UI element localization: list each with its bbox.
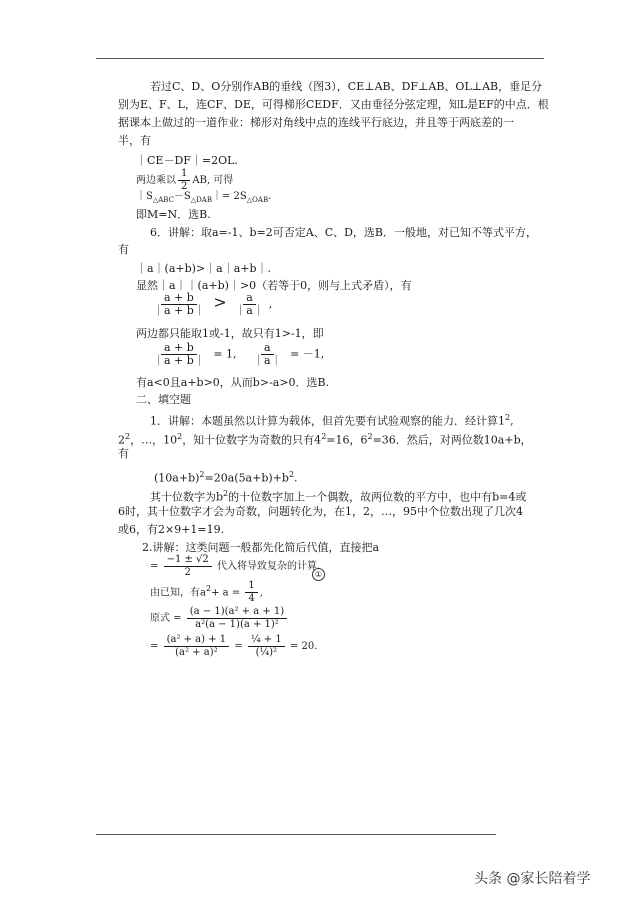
q1-line: 6时，其十位数字才会为奇数，问题转化为，在1，2，…，95中个位数出现了几次4 bbox=[118, 505, 523, 518]
q2-substitution: = $\frac{-1 \pm √2}{2}$ 代入将导致复杂的计算. bbox=[150, 554, 321, 578]
q6-fraction-inequality: $\frac{a + b}{|a + b|}$ > $\frac{a}{|a|}$ , bbox=[148, 292, 272, 317]
bottom-divider bbox=[96, 834, 496, 835]
q6-line: 有 bbox=[118, 243, 129, 256]
q2-result: = $\frac{\text{(a² + a) + 1}}{\text{(a² + a)²}}$ = $\frac{\text{¼ + 1}}{\text{(¼)²}}$ = 20. bbox=[150, 634, 318, 658]
fraction: $\frac{a + b}{|a + b|}$ bbox=[153, 341, 205, 367]
q1-line: 其十位数字为$b^2$的十位数字加上一个偶数，故两位数的平方中，也中有b=4或 bbox=[150, 489, 527, 504]
fraction: $\frac{\text{(a² + a) + 1}}{\text{(a² + a)²}}$ bbox=[164, 634, 230, 659]
paragraph-line: 半，有 bbox=[118, 134, 151, 147]
q6-line: 两边都只能取1或-1，故只有1>-1，即 bbox=[136, 327, 324, 340]
q6-line: 有a<0且a+b>0，从而b>-a>0．选B. bbox=[136, 376, 330, 389]
fraction: $\frac{-1 \pm √2}{2}$ bbox=[164, 554, 212, 579]
q6-fraction-equations: $\frac{a + b}{|a + b|}$ = 1, $\frac{a}{|a|}$ = －1, bbox=[148, 342, 324, 367]
q6-inequality: ｜a｜(a+b)>｜a｜a+b｜. bbox=[136, 262, 272, 275]
fraction: $\frac{\text{(a − 1)(a² + a + 1)}}{\text{a²(a − 1)(a + 1)²}}$ bbox=[187, 606, 287, 631]
q6-inequality: 显然｜a｜｜(a+b)｜>0（若等于0，则与上式矛盾），有 bbox=[136, 279, 412, 292]
top-divider bbox=[96, 58, 544, 59]
paragraph-line: 据课本上做过的一道作业：梯形对角线中点的连线平行底边，并且等于两底差的一 bbox=[118, 116, 514, 129]
q1-equation: $(10a+b)^2=20a(5a+b)+b^2$. bbox=[154, 470, 298, 485]
q2-known: 由已知，有$a^2+ a$ = $\frac{1}{4}$ , bbox=[150, 580, 263, 605]
q1-line: 或6，有2×9+1=19. bbox=[118, 523, 225, 536]
circled-number-label: ① bbox=[312, 568, 325, 581]
equation-area: $|S_{\triangle ABC}-S_{\triangle DAB}|= 2S_{\triangle OAB}$. bbox=[136, 191, 272, 204]
equation-multiply: 两边乘以 $\frac{1}{2}$ AB, 可得 bbox=[136, 168, 234, 192]
q1-line: 1．讲解：本题虽然以计算为载体，但首先要有试验观察的能力．经计算$1^2$, bbox=[150, 413, 514, 428]
fraction: $\frac{a}{|a|}$ bbox=[253, 341, 282, 367]
q1-line: $2^2$，…，$10^2$，知十位数字为奇数的只有$4^2=16$，$6^2=36$．然后，对两位数10a+b， bbox=[118, 432, 532, 447]
q1-line: 有 bbox=[118, 447, 129, 460]
paragraph-line: 若过C、D、O分别作AB的垂线（图3），CE⊥AB、DF⊥AB、OL⊥AB，垂足分 bbox=[150, 80, 543, 93]
paragraph-line: 别为E、F、L，连CF、DE，可得梯形CEDF．又由垂径分弦定理，知L是EF的中点．根 bbox=[118, 98, 549, 111]
fraction: $\frac{1}{2}$ bbox=[178, 168, 190, 193]
fraction: $\frac{1}{4}$ bbox=[245, 580, 257, 605]
watermark-text: 头条 @家长陪着学 bbox=[474, 871, 591, 887]
fraction: $\frac{\text{¼ + 1}}{\text{(¼)²}}$ bbox=[248, 634, 285, 659]
q2-original: 原式 = $\frac{\text{(a − 1)(a² + a + 1)}}{\text{a²(a − 1)(a + 1)²}}$ bbox=[150, 606, 289, 631]
fraction: $\frac{a + b}{|a + b|}$ bbox=[153, 291, 205, 317]
q2-line: 2.讲解：这类问题一般都先化简后代值，直接把a bbox=[142, 541, 380, 554]
fraction: $\frac{a}{|a|}$ bbox=[235, 291, 264, 317]
q6-line: 6．讲解：取a=-1、b=2可否定A、C、D，选B．一般地，对已知不等式平方， bbox=[150, 226, 538, 239]
conclusion-line: 即M=N．选B. bbox=[136, 208, 211, 221]
section-heading: 二、填空题 bbox=[136, 393, 191, 406]
equation-abs: ｜CE－DF｜=2OL. bbox=[136, 154, 238, 167]
